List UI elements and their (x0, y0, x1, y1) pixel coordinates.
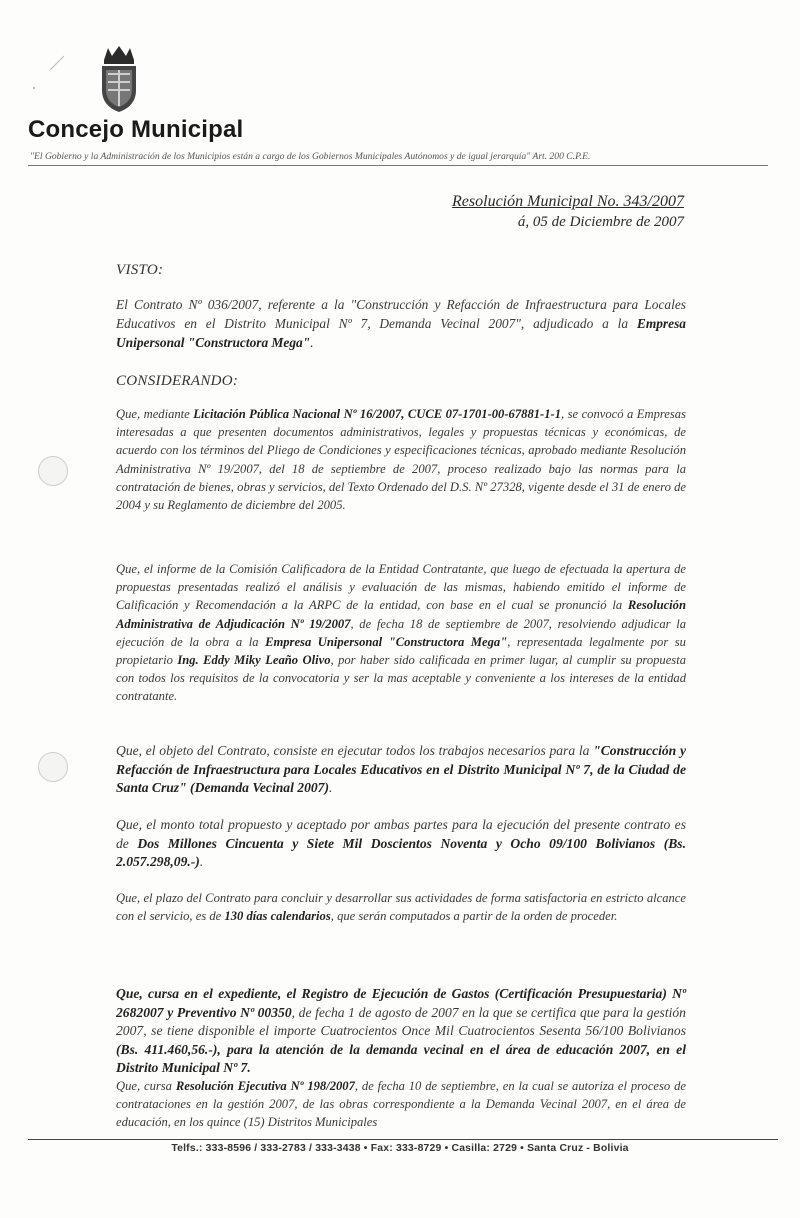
body-text: , por haber sido calificada en primer lugar, al cumplir su propuesta con todos los requisitos de la convocatoria y ser la mas aceptable y conveniente a los intereses de la entidad contratante. (116, 653, 686, 704)
org-motto: "El Gobierno y la Administración de los Municipios están a cargo de los Gobiernos Municipales Autónomos y de igual jerarquía" Art. 200 C.P.E. (30, 151, 591, 162)
considerando-heading: CONSIDERANDO: (116, 373, 239, 389)
considerando-paragraph-3 (116, 742, 686, 798)
emphasis-text: 130 días calendarios (224, 909, 331, 924)
body-text: , que serán computados a partir de la orden de proceder. (330, 909, 618, 924)
considerando-paragraph-5 (116, 889, 686, 925)
considerando-paragraph-4 (116, 816, 686, 872)
visto-paragraph (116, 296, 686, 352)
body-text: . (329, 780, 333, 796)
body-text: . (199, 854, 204, 870)
emphasis-text: Que, cursa en el expediente, el Registro de Ejecución de Gastos (Certificación Presupuestaria) Nº 2682007 y Preventivo Nº 00350 (116, 986, 686, 1020)
considerando-paragraph-7 (116, 1077, 686, 1132)
emphasis-text: Licitación Pública Nacional Nº 16/2007, CUCE 07-1701-00-67881-1-1 (193, 407, 562, 421)
body-text: Que, el informe de la Comisión Calificadora de la Entidad Contratante, que luego de efectuada la apertura de propuestas presentadas realizó el análisis y evaluación de las mismas, habiendo emitido el informe de Calificación y Recomendación a la ARPC de la entidad, con base en el cual se pronunció la (116, 562, 686, 613)
emphasis-text: Ing. Eddy Miky Leaño Olivo (177, 653, 331, 668)
considerando-paragraph-1 (116, 405, 686, 514)
emphasis-text: (Bs. 411.460,56.-), para la atención de la demanda vecinal en el área de educación 2007, en el Distrito Municipal Nº 7. (116, 1041, 686, 1076)
emphasis-text: "Construcción y Refacción de Infraestructura para Locales Educativos en el Distrito Municipal Nº 7, de la Ciudad de Santa Cruz" (Demanda Vecinal 2007) (116, 743, 686, 796)
org-name: Concejo Municipal (28, 116, 244, 143)
body-text: , se convocó a Empresas interesadas a que presenten documentos administrativos, legales y propuestas técnicas y económicas, de acuerdo con los términos del Pliego de Condiciones y especificaciones técnicas, aprobado mediante Resolución Administrativa Nº 19/2007, del 18 de septiembre de 2007, proceso realizado bajo las normas para la contratación de bienes, obras y servicios, del Texto Ordenado del D.S. Nº 27328, vigente desde el 31 de enero de 2004 y su Reglamento de diciembre del 2005. (116, 407, 687, 513)
footer-contact: Telfs.: 333-8596 / 333-2783 / 333-3438 • Fax: 333-8729 • Casilla: 2729 • Santa Cruz - Bolivia (171, 1143, 629, 1154)
considerando-paragraph-2 (116, 560, 686, 706)
body-text: Que, el objeto del Contrato, consiste en ejecutar todos los trabajos necesarios para la (116, 743, 594, 758)
emphasis-text: Resolución Ejecutiva Nº 198/2007 (175, 1079, 355, 1093)
body-text: , de fecha 1 de agosto de 2007 en la que se certifica que para la gestión 2007, se tiene disponible el importe Cuatrocientos Once Mil Cuatrocientos Sesenta 56/100 Bolivianos (116, 1004, 686, 1039)
resolution-date: á, 05 de Diciembre de 2007 (517, 214, 684, 230)
municipal-crest-logo (96, 44, 142, 114)
emphasis-text: Empresa Unipersonal "Constructora Mega" (116, 315, 686, 350)
emphasis-text: Resolución Administrativa de Adjudicación Nº 19/2007 (116, 598, 686, 631)
body-text: El Contrato Nº 036/2007, referente a la "Construcción y Refacción de Infraestructura para Locales Educativos en el Distrito Municipal Nº 7, Demanda Vecinal 2007", adjudicado a la (116, 297, 686, 331)
punch-hole-bottom (38, 752, 68, 782)
considerando-paragraph-6 (116, 985, 686, 1078)
body-text: Que, el monto total propuesto y aceptado por ambas partes para la ejecución del presente contrato es de (116, 817, 686, 851)
resolution-number: Resolución Municipal No. 343/2007 (452, 193, 684, 210)
body-text: Que, mediante (116, 407, 194, 421)
header-rule (28, 165, 768, 166)
stray-mark (28, 52, 68, 92)
punch-hole-top (38, 456, 68, 486)
footer-rule (28, 1139, 778, 1140)
visto-heading: VISTO: (116, 262, 164, 278)
body-text: . (310, 334, 314, 350)
body-text: , de fecha 10 de septiembre, en la cual se autoriza el proceso de contrataciones en la gestión 2007, de las obras correspondiente a la Demanda Vecinal 2007, en el área de educación, en los quince (15) Distritos Municipales (116, 1079, 686, 1130)
body-text: Que, el plazo del Contrato para concluir y desarrollar sus actividades de forma satisfactoria en estricto alcance con el servicio, es de (116, 891, 686, 924)
emphasis-text: Empresa Unipersonal "Constructora Mega" (265, 634, 508, 649)
body-text: Que, cursa (116, 1079, 176, 1093)
body-text: , representada legalmente por su propietario (116, 634, 686, 668)
emphasis-text: Dos Millones Cincuenta y Siete Mil Doscientos Noventa y Ocho 09/100 Bolivianos (Bs. 2.057.298,09.-) (116, 835, 686, 870)
body-text: , de fecha 18 de septiembre de 2007, resolviendo adjudicar la ejecución de la obra a la (116, 616, 686, 649)
